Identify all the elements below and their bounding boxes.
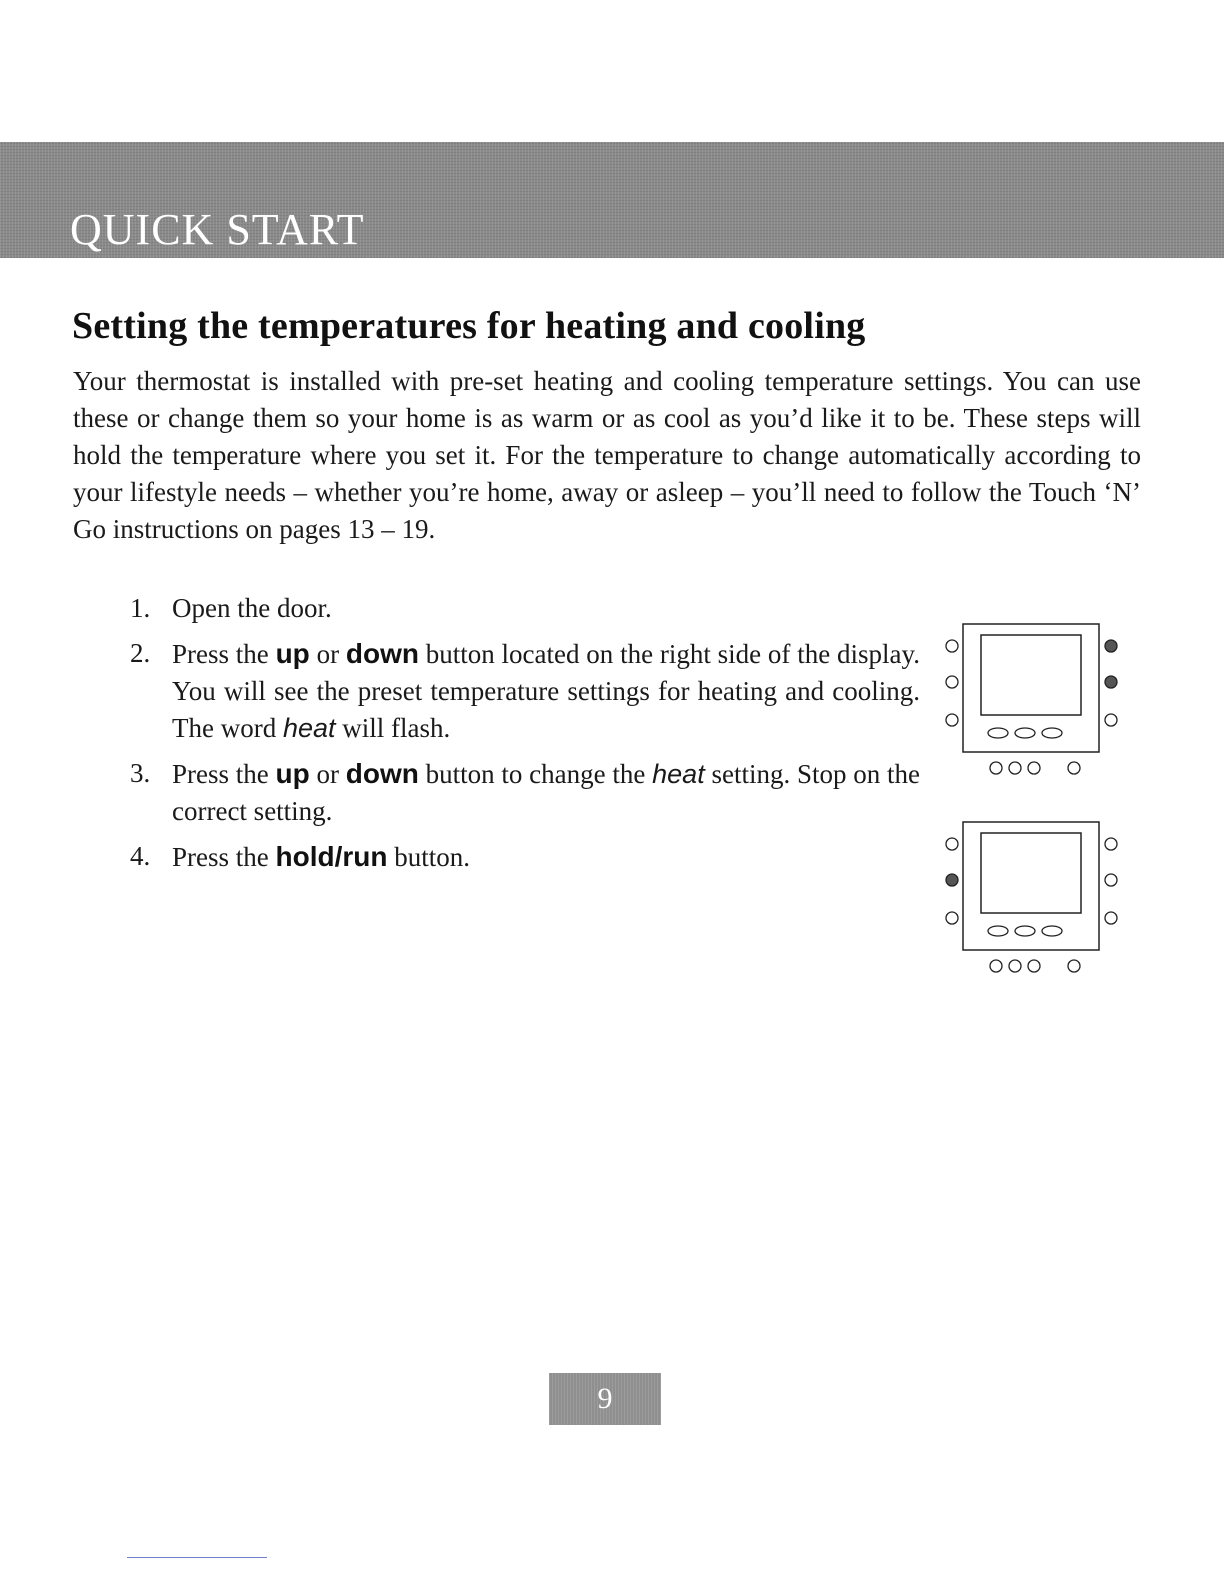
bottom-indicator xyxy=(990,762,1002,774)
panel-button xyxy=(1015,926,1035,936)
panel-button xyxy=(988,728,1008,738)
bottom-indicator xyxy=(1009,960,1021,972)
steps-list xyxy=(130,590,930,884)
step-text-run: button located on the right side of the display. You will see the preset temperature settings for heating and cooling. The word xyxy=(172,639,920,743)
left-button-pressed xyxy=(946,874,958,886)
thermostat-up-down-figure xyxy=(938,622,1122,782)
step-4 xyxy=(130,838,930,876)
panel-button xyxy=(1042,926,1062,936)
button-name-keyword: down xyxy=(345,638,419,669)
intro-paragraph: Your thermostat is installed with pre-set heating and cooling temperature settings. You can use these or change them so your home is as warm or as cool as you’d like it to be. These steps will hold the temperature where you set it. For the temperature to change automatically according to your lifestyle needs – whether you’re home, away or asleep – you’ll need to follow the Touch ‘N’ Go instructions on pages 13 – 19. xyxy=(73,366,1141,544)
right-button xyxy=(1105,912,1117,924)
footer-rule xyxy=(127,1557,267,1558)
banner-title: QUICK START xyxy=(70,205,365,254)
step-text-run: or xyxy=(309,759,346,789)
step-text-run: button. xyxy=(387,842,470,872)
step-text-run: button to change the xyxy=(418,759,653,789)
right-button xyxy=(1105,714,1117,726)
bottom-indicator xyxy=(990,960,1002,972)
step-text-run: setting. Stop on the correct setting. xyxy=(172,759,921,826)
left-button xyxy=(946,714,958,726)
bottom-indicator xyxy=(1028,762,1040,774)
button-name-keyword: up xyxy=(275,638,310,669)
display-word: heat xyxy=(652,759,705,789)
left-button xyxy=(946,676,958,688)
bottom-indicator xyxy=(1009,762,1021,774)
left-button xyxy=(946,838,958,850)
step-text xyxy=(172,635,920,747)
panel-button xyxy=(1015,728,1035,738)
bottom-indicator xyxy=(1068,960,1080,972)
right-button xyxy=(1105,838,1117,850)
thermostat-hold-run-figure xyxy=(938,820,1122,980)
step-text-run: Open the door. xyxy=(172,593,332,623)
step-1 xyxy=(130,590,930,627)
left-button xyxy=(946,640,958,652)
step-text-run: or xyxy=(309,639,346,669)
button-name-keyword: down xyxy=(345,758,419,789)
left-button xyxy=(946,912,958,924)
step-text-run: will flash. xyxy=(335,713,451,743)
right-button-pressed xyxy=(1105,640,1117,652)
section-banner xyxy=(0,142,1224,258)
step-text xyxy=(172,838,930,876)
step-text-run: Press the xyxy=(172,842,276,872)
step-text xyxy=(172,590,930,627)
button-name-keyword: hold/run xyxy=(275,841,388,872)
step-text-run: Press the xyxy=(172,639,276,669)
page-number: 9 xyxy=(549,1373,661,1425)
step-number: 2. xyxy=(130,638,151,668)
bottom-indicator xyxy=(1068,762,1080,774)
step-2 xyxy=(130,635,930,747)
step-number: 1. xyxy=(130,593,151,623)
right-button-pressed xyxy=(1105,676,1117,688)
step-text xyxy=(172,755,920,830)
panel-button xyxy=(988,926,1008,936)
step-number: 3. xyxy=(130,758,151,788)
panel-button xyxy=(1042,728,1062,738)
bottom-indicator xyxy=(1028,960,1040,972)
step-3 xyxy=(130,755,930,830)
thermostat-display xyxy=(981,833,1081,913)
section-heading: Setting the temperatures for heating and cooling xyxy=(72,305,866,347)
step-number: 4. xyxy=(130,841,151,871)
step-text-run: Press the xyxy=(172,759,276,789)
right-button xyxy=(1105,874,1117,886)
thermostat-display xyxy=(981,635,1081,715)
button-name-keyword: up xyxy=(275,758,310,789)
display-word: heat xyxy=(282,713,336,743)
